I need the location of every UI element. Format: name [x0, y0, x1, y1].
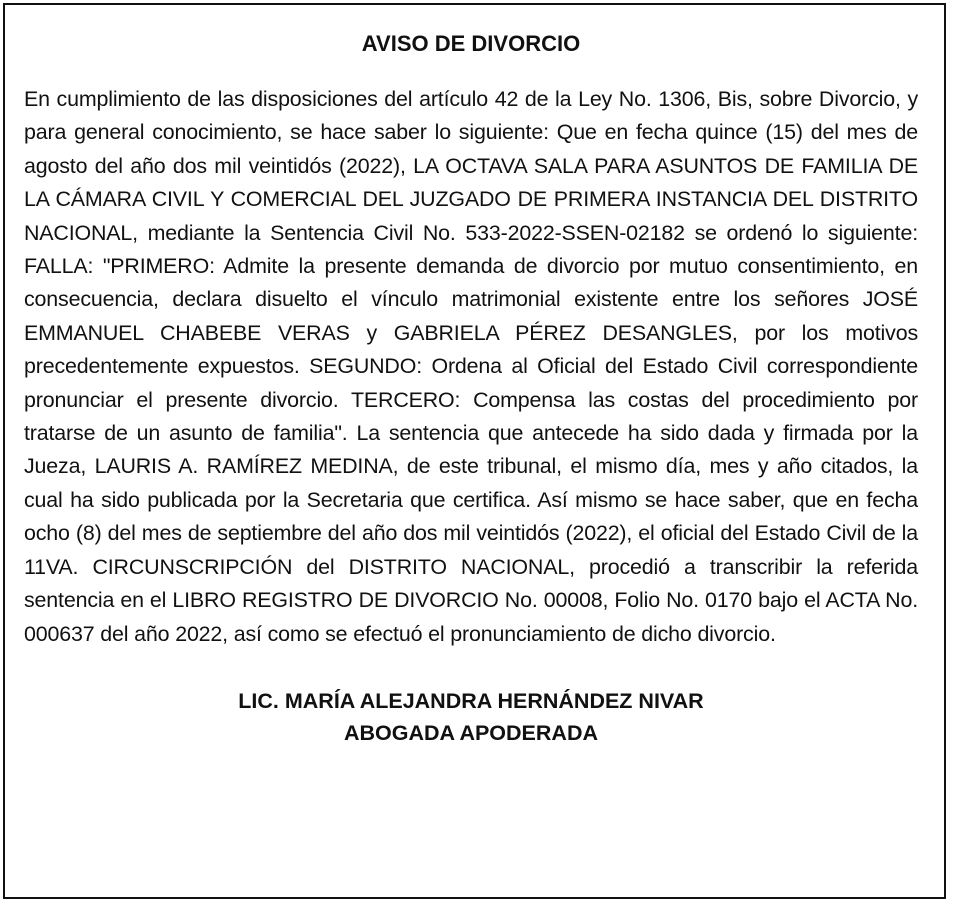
notice-body: En cumplimiento de las disposiciones del artículo 42 de la Ley No. 1306, Bis, sobre Divorcio, y para general conocimiento, se hace saber lo siguiente: Que en fecha quince (15) del mes de agosto del año dos mil veintidós (2022), LA OCTAVA SALA PARA ASUNTOS DE FAMILIA DE LA CÁMARA CIVIL Y COMERCIAL DEL JUZGADO DE PRIMERA INSTANCIA DEL DISTRITO NACIONAL, mediante la Sentencia Civil No. 533-2022-SSEN-02182 se ordenó lo siguiente: FALLA: "PRIMERO: Admite la presente demanda de divorcio por mutuo consentimiento, en consecuencia, declara disuelto el vínculo matrimonial existente entre los señores JOSÉ EMMANUEL CHABEBE VERAS y GABRIELA PÉREZ DESANGLES, por los motivos precedentemente expuestos. SEGUNDO: Ordena al Oficial del Estado Civil correspondiente pronunciar el presente divorcio. TERCERO: Compensa las costas del procedimiento por tratarse de un asunto de familia". La sentencia que antecede ha sido dada y firmada por la Jueza, LAURIS A. RAMÍREZ MEDINA, de este tribunal, el mismo día, mes y año citados, la cual ha sido publicada por la Secretaria que certifica. Así mismo se hace saber, que en fecha ocho (8) del mes de septiembre del año dos mil veintidós (2022), el oficial del Estado Civil de la 11VA. CIRCUNSCRIPCIÓN del DISTRITO NACIONAL, procedió a transcribir la referida sentencia en el LIBRO REGISTRO DE DIVORCIO No. 00008, Folio No. 0170 bajo el ACTA No. 000637 del año 2022, así como se efectuó el pronunciamiento de dicho divorcio. — [24, 87, 918, 646]
notice-title: AVISO DE DIVORCIO — [361, 31, 581, 56]
signatory-role: ABOGADA APODERADA — [343, 720, 599, 745]
signatory-name: LIC. MARÍA ALEJANDRA HERNÁNDEZ NIVAR — [238, 688, 704, 713]
divorce-notice — [3, 3, 946, 899]
signature-block — [24, 685, 918, 749]
